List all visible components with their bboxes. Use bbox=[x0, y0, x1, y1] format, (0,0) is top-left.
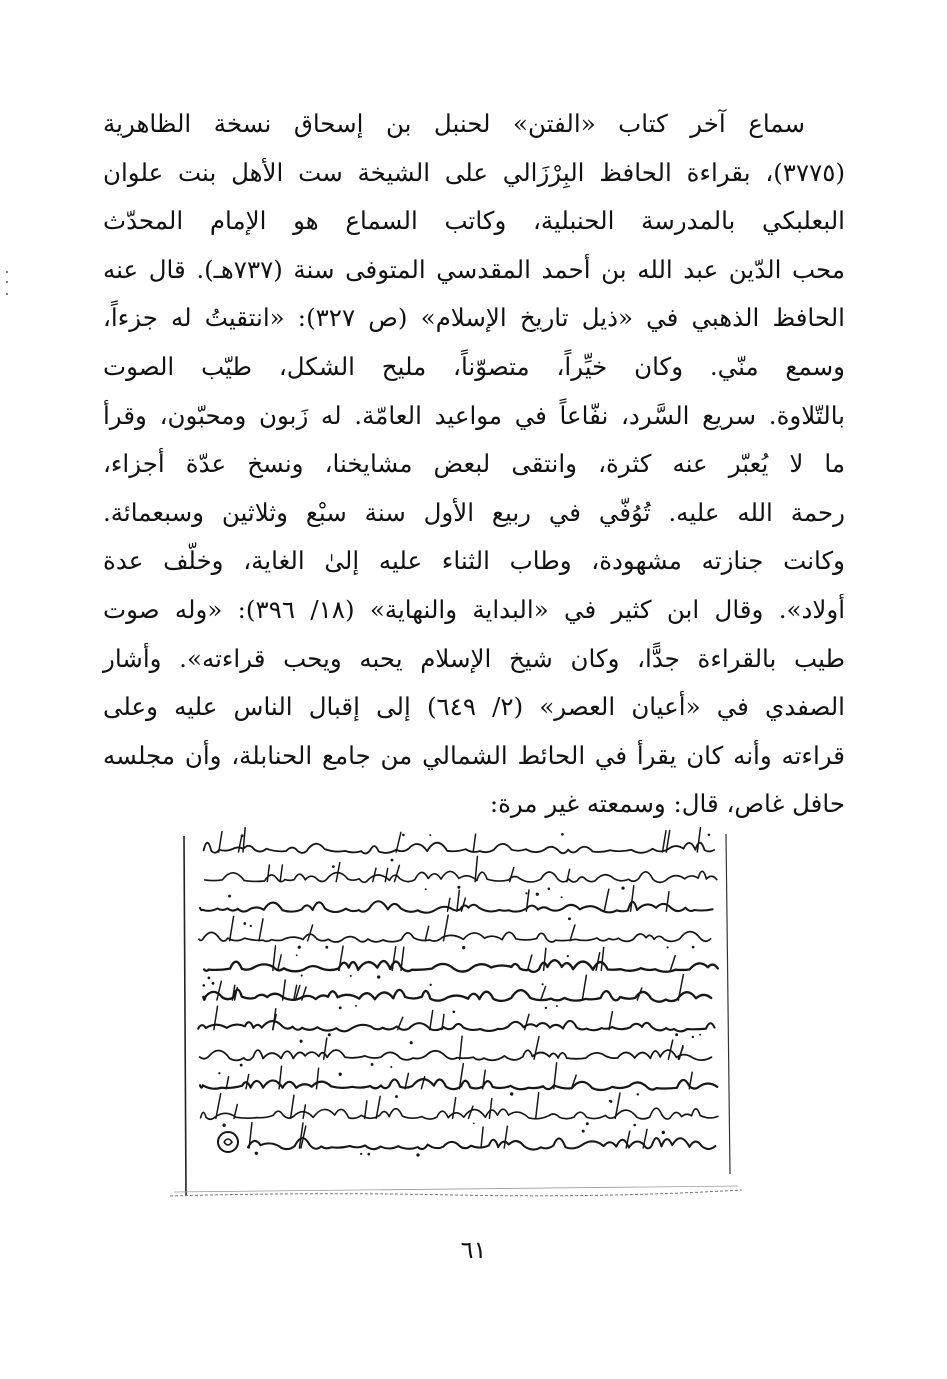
text-line: وسمع منّي. وكان خيِّراً، متصوّناً، مليح الشكل، طيّب الصوت bbox=[103, 351, 845, 381]
manuscript-dot bbox=[328, 1033, 331, 1036]
text-line: أولاد». وقال ابن كثير في «البداية والنهاية» (١٨/ ٣٩٦): «وله صوت bbox=[103, 594, 846, 624]
manuscript-ascender bbox=[541, 987, 546, 1001]
manuscript-dot bbox=[536, 893, 539, 896]
manuscript-dot bbox=[462, 946, 465, 949]
text-line: رحمة الله عليه. تُوُفّي في ربيع الأول سنة سبْع وثلاثين وسبعمائة. bbox=[103, 497, 845, 527]
manuscript-dot bbox=[391, 859, 394, 862]
manuscript-dot bbox=[561, 833, 564, 836]
manuscript-ascender bbox=[259, 919, 263, 941]
manuscript-ascender bbox=[280, 865, 282, 882]
manuscript-ink-line bbox=[204, 843, 714, 854]
manuscript-ascender bbox=[308, 925, 313, 941]
text-line: ما لا يُعبّر عنه كثرة، وانتقى لبعض مشايخنا، ونسخ عدّة أجزاء، bbox=[103, 449, 845, 479]
manuscript-dot bbox=[208, 977, 211, 980]
manuscript-ascender bbox=[396, 832, 401, 852]
manuscript-dot bbox=[452, 1010, 455, 1013]
manuscript-dot bbox=[568, 917, 571, 920]
manuscript-dot bbox=[203, 984, 206, 987]
manuscript-ascender bbox=[317, 1068, 319, 1089]
text-line: البعلبكي بالمدرسة الحنبلية، وكاتب السماع هو الإمام المحدّث bbox=[103, 206, 845, 236]
manuscript-dot bbox=[243, 922, 246, 925]
manuscript-dot bbox=[425, 888, 427, 890]
manuscript-ascender bbox=[601, 948, 603, 971]
manuscript-ascender bbox=[339, 946, 343, 970]
manuscript-dot bbox=[402, 834, 405, 837]
manuscript-dot bbox=[296, 954, 298, 956]
manuscript-dot bbox=[633, 1124, 636, 1127]
text-line: قراءته وأنه كان يقرأ في الحائط الشمالي من جامع الحنابلة، وأن مجلسه bbox=[103, 740, 845, 770]
manuscript-ascender bbox=[430, 1011, 433, 1030]
manuscript-dot bbox=[621, 886, 624, 889]
manuscript-dot bbox=[567, 955, 569, 957]
manuscript-ascender bbox=[219, 832, 222, 852]
manuscript-dot bbox=[390, 1066, 392, 1068]
text-line: الصفدي في «أعيان العصر» (٢/ ٦٤٩) إلى إقبال الناس عليه وعلى bbox=[103, 692, 845, 722]
manuscript-ascender bbox=[525, 1014, 529, 1029]
manuscript-dot bbox=[228, 895, 231, 898]
manuscript-image bbox=[170, 824, 742, 1198]
manuscript-ascender bbox=[510, 868, 514, 882]
manuscript-ascender bbox=[267, 865, 269, 882]
text-line: محب الدّين عبد الله بن أحمد المقدسي المتوفى سنة (٧٣٧هـ). قال عنه bbox=[103, 254, 845, 284]
manuscript-ascender bbox=[230, 916, 234, 940]
manuscript-dot bbox=[222, 1124, 225, 1127]
text-line: سماع آخر كتاب «الفتن» لحنبل بن إسحاق نسخة الظاهرية bbox=[103, 109, 805, 138]
manuscript-ascender bbox=[448, 898, 450, 911]
manuscript-ascender bbox=[214, 1006, 218, 1029]
manuscript-ascender bbox=[604, 889, 609, 911]
manuscript-dot bbox=[371, 1063, 374, 1066]
manuscript-dot bbox=[457, 886, 460, 889]
manuscript-ascender bbox=[489, 1099, 491, 1119]
manuscript-dot bbox=[662, 1131, 665, 1134]
manuscript-dot bbox=[255, 1152, 258, 1155]
manuscript-ascender bbox=[504, 1126, 507, 1148]
manuscript-ascender bbox=[457, 890, 459, 911]
manuscript-ascender bbox=[385, 869, 387, 882]
manuscript-dot bbox=[541, 983, 543, 985]
manuscript-ascender bbox=[392, 947, 396, 971]
manuscript-ascender bbox=[663, 831, 667, 852]
manuscript-ascender bbox=[239, 837, 242, 852]
manuscript-dot bbox=[637, 1093, 639, 1095]
manuscript-ink-line bbox=[199, 932, 711, 942]
text-line: حافل غاص، قال: وسمعته غير مرة: bbox=[489, 789, 845, 819]
text-line: وكانت جنازته مشهودة، وطاب الثناء عليه إلىٰ الغاية، وخلّف عدة bbox=[103, 546, 845, 576]
manuscript-dot bbox=[556, 1005, 558, 1007]
text-line: بالتّلاوة. سريع السَّرد، نفّاعاً في مواعيد العامّة. له زَبون ومحبّون، وقرأ bbox=[103, 400, 845, 430]
manuscript-dot bbox=[692, 1036, 694, 1038]
manuscript-dot bbox=[298, 946, 301, 949]
manuscript-dot bbox=[586, 1122, 589, 1125]
manuscript-dot bbox=[545, 1007, 547, 1009]
manuscript-dot bbox=[410, 1041, 413, 1044]
manuscript-handwriting bbox=[170, 824, 742, 1198]
manuscript-ink-line bbox=[200, 1079, 717, 1090]
manuscript-dot bbox=[339, 1006, 342, 1009]
manuscript-ink-line bbox=[200, 1050, 712, 1060]
manuscript-dot bbox=[325, 946, 328, 949]
manuscript-ascender bbox=[670, 956, 675, 971]
text-line: (٣٧٧٥)، بقراءة الحافظ البِرْزَالي على الشيخة ست الأهل بنت علوان bbox=[103, 157, 845, 187]
manuscript-dot bbox=[218, 1072, 220, 1074]
manuscript-ascender bbox=[395, 865, 400, 881]
manuscript-ascender bbox=[528, 955, 532, 970]
manuscript-ascender bbox=[425, 926, 429, 941]
manuscript-dot bbox=[667, 946, 669, 948]
manuscript-dot bbox=[525, 892, 527, 894]
manuscript-ascender bbox=[678, 1047, 683, 1059]
manuscript-dot bbox=[430, 984, 432, 986]
body-paragraph bbox=[103, 100, 845, 829]
manuscript-ascender bbox=[536, 1093, 539, 1119]
manuscript-ascender bbox=[291, 1095, 295, 1118]
manuscript-ascender bbox=[473, 834, 475, 852]
manuscript-dot bbox=[675, 1033, 678, 1036]
margin-speck bbox=[4, 268, 10, 300]
manuscript-ascender bbox=[697, 828, 700, 852]
manuscript-ascender bbox=[534, 1037, 539, 1060]
manuscript-dot bbox=[339, 1073, 342, 1076]
manuscript-dot bbox=[350, 975, 352, 977]
manuscript-ascender bbox=[570, 925, 575, 941]
manuscript-ascender bbox=[544, 948, 546, 970]
manuscript-ascender bbox=[278, 955, 282, 970]
manuscript-dot bbox=[250, 925, 252, 927]
manuscript-dot bbox=[692, 946, 695, 949]
manuscript-ascender bbox=[453, 1098, 456, 1119]
manuscript-ink-line bbox=[198, 1021, 714, 1031]
manuscript-dot bbox=[332, 865, 335, 868]
manuscript-dot bbox=[240, 1064, 243, 1067]
manuscript-ascender bbox=[302, 987, 306, 1000]
manuscript-ink-line bbox=[203, 990, 711, 1002]
manuscript-dot bbox=[548, 888, 551, 891]
manuscript-dot bbox=[360, 1153, 362, 1155]
manuscript-dot bbox=[300, 1040, 303, 1043]
manuscript-dot bbox=[429, 834, 431, 836]
manuscript-dot bbox=[301, 975, 303, 977]
manuscript-dot bbox=[395, 1095, 398, 1098]
manuscript-dot bbox=[377, 975, 380, 978]
manuscript-ascender bbox=[666, 892, 669, 911]
manuscript-ascender bbox=[631, 886, 634, 911]
page-number: ٦١ bbox=[460, 1236, 487, 1264]
manuscript-ink-line bbox=[204, 960, 718, 972]
manuscript-dot bbox=[212, 982, 215, 985]
text-line: الحافظ الذهبي في «ذيل تاريخ الإسلام» (ص ٣٢٧): «انتقيتُ له جزءاً، bbox=[103, 303, 845, 333]
manuscript-dot bbox=[561, 896, 563, 898]
manuscript-dot bbox=[582, 1130, 585, 1133]
manuscript-dot bbox=[699, 1034, 701, 1036]
manuscript-dot bbox=[241, 834, 244, 837]
manuscript-dot bbox=[609, 1100, 611, 1102]
manuscript-ascender bbox=[365, 1101, 367, 1119]
manuscript-ascender bbox=[582, 975, 586, 1000]
manuscript-dot bbox=[367, 1153, 370, 1156]
text-line: طيب بالقراءة جدًّا، وكان شيخ الإسلام يحبه ويحب قراءته». وأشار bbox=[103, 643, 845, 673]
manuscript-ink-line bbox=[201, 1108, 718, 1119]
manuscript-dot bbox=[510, 1092, 513, 1095]
manuscript-dot bbox=[708, 833, 711, 836]
manuscript-ascender bbox=[481, 1127, 483, 1148]
manuscript-dot bbox=[416, 1153, 419, 1156]
manuscript-ascender bbox=[460, 1036, 462, 1059]
manuscript-ascender bbox=[401, 947, 404, 970]
manuscript-dot bbox=[473, 1122, 475, 1124]
manuscript-dot bbox=[355, 1005, 357, 1007]
